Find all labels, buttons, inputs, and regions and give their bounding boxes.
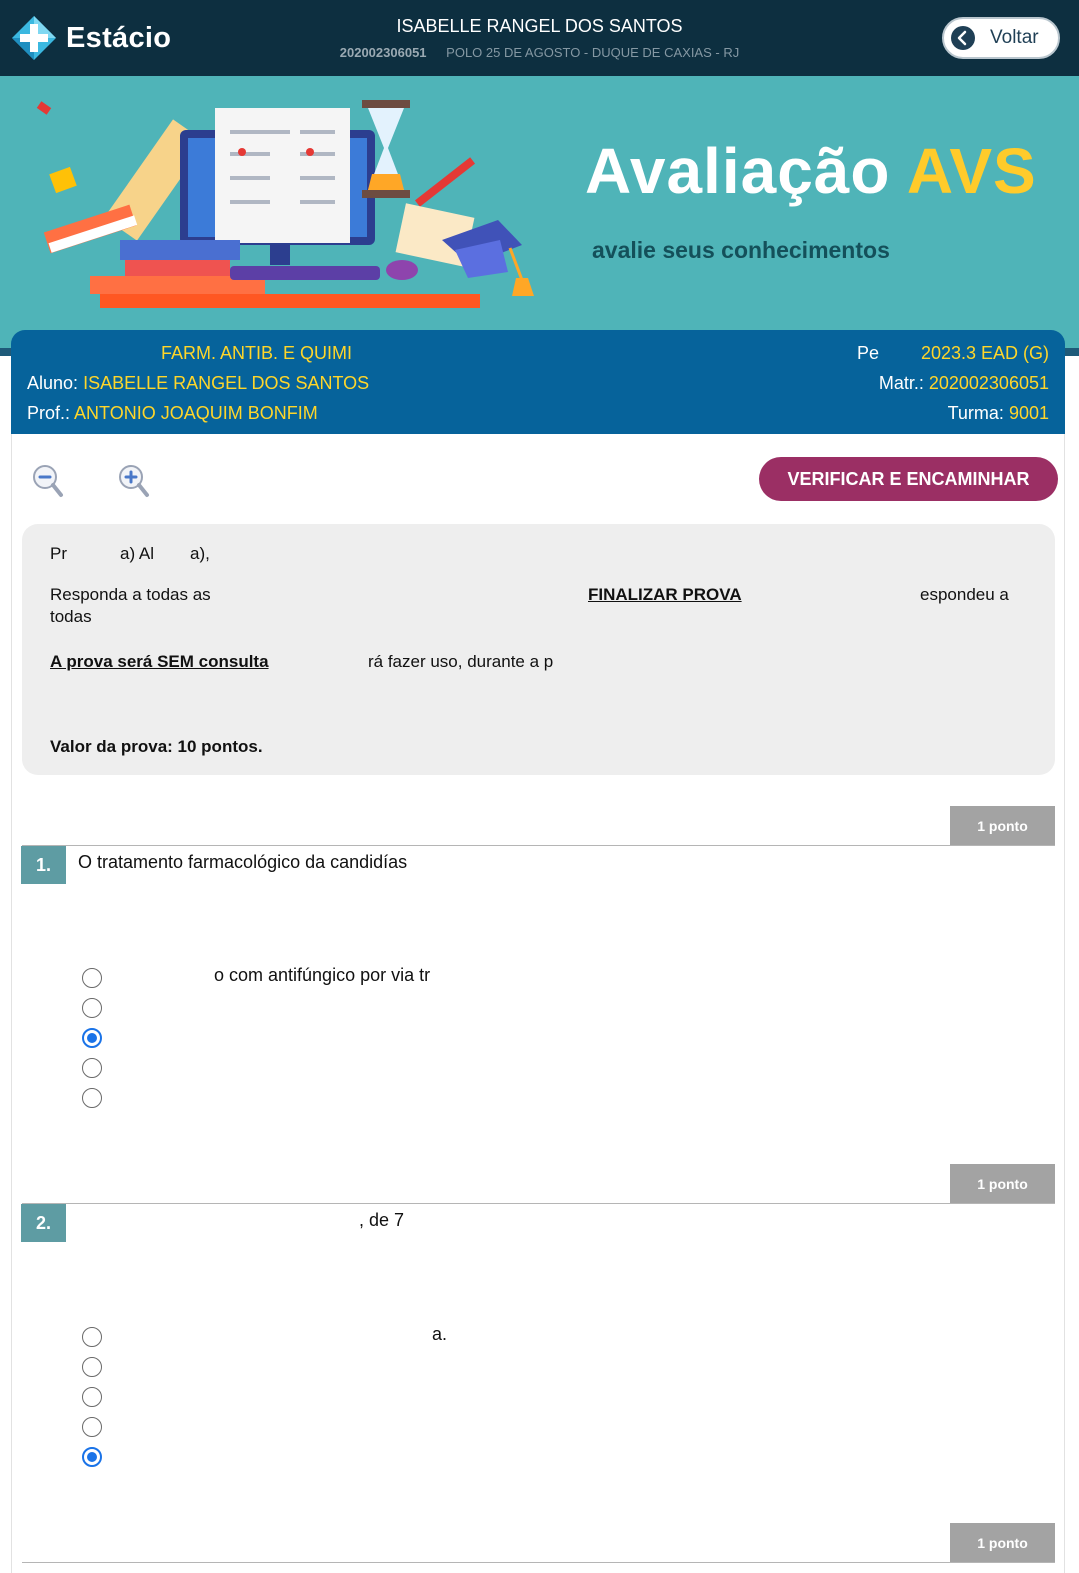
top-bar	[0, 0, 1079, 76]
instr-finalizar-prova: FINALIZAR PROVA	[588, 585, 742, 604]
question-2-text: , de 7	[359, 1210, 405, 1230]
banner-title-main: Avaliação	[585, 135, 891, 207]
matr-label: Matr.:	[878, 373, 924, 393]
periodo-label: Pe	[857, 343, 880, 363]
question-1-option-b[interactable]	[82, 998, 102, 1018]
question-2-divider	[22, 1203, 1055, 1204]
instr-line2-c: espondeu a	[920, 585, 1009, 604]
question-1-divider	[22, 845, 1055, 846]
question-1-text: O tratamento farmacológico da candidías	[78, 852, 408, 872]
aluno-value: ISABELLE RANGEL DOS SANTOS	[83, 373, 370, 393]
question-2-option-a[interactable]	[82, 1327, 102, 1347]
student-matricula: 202002306051	[339, 45, 427, 60]
question-2-option-e[interactable]	[82, 1447, 102, 1467]
question-1-option-a-text: o com antifúngico por via tr	[214, 965, 431, 985]
question-1-option-a[interactable]	[82, 968, 102, 988]
question-2-option-c[interactable]	[82, 1387, 102, 1407]
back-button[interactable]	[942, 17, 1060, 59]
student-subinfo	[0, 45, 1079, 60]
banner-title-accent: AVS	[906, 135, 1037, 207]
question-1-points: 1 ponto	[950, 806, 1055, 845]
student-line	[27, 373, 369, 394]
instr-line2-d: todas	[50, 607, 92, 626]
instr-line1-b: a) Al	[120, 544, 155, 563]
instr-line1-c: a),	[190, 544, 210, 563]
prof-value: ANTONIO JOAQUIM BONFIM	[74, 403, 318, 423]
instr-line1-a: Pr	[50, 544, 67, 563]
periodo-value: 2023.3 EAD (G)	[920, 343, 1049, 363]
turma-value: 9001	[1008, 403, 1049, 423]
turma-label: Turma:	[947, 403, 1004, 423]
professor-line	[27, 403, 318, 424]
question-1-option-c[interactable]	[82, 1028, 102, 1048]
matricula-line	[879, 373, 1049, 394]
banner-title	[585, 134, 1037, 208]
prof-label: Prof.:	[27, 403, 71, 423]
instr-sem-consulta: A prova será SEM consulta	[50, 652, 269, 671]
brand-name: Estácio	[66, 21, 172, 54]
instructions-box	[22, 524, 1055, 775]
instr-line2-a: Responda a todas as	[50, 585, 211, 604]
discipline-name: FARM. ANTIB. E QUIMI	[161, 343, 353, 363]
banner-subtitle: avalie seus conhecimentos	[592, 237, 890, 263]
back-button-label: Voltar	[990, 27, 1039, 48]
zoom-out-icon[interactable]	[32, 464, 64, 498]
exam-value-text: Valor da prova: 10 pontos.	[50, 737, 263, 756]
question-3-points: 1 ponto	[950, 1523, 1055, 1562]
question-1-option-d[interactable]	[82, 1058, 102, 1078]
instr-line3-b: rá fazer uso, durante a p	[368, 652, 554, 671]
question-2-option-d[interactable]	[82, 1417, 102, 1437]
matr-value: 202002306051	[928, 373, 1049, 393]
question-2-option-a-text: a.	[432, 1324, 448, 1344]
question-2-number: 2.	[21, 1204, 66, 1242]
exam-info-bar	[11, 330, 1065, 434]
aluno-label: Aluno:	[27, 373, 79, 393]
question-3-divider	[22, 1562, 1055, 1563]
question-1-option-e[interactable]	[82, 1088, 102, 1108]
chevron-left-circle-icon	[950, 25, 976, 51]
zoom-in-icon[interactable]	[118, 464, 150, 498]
student-name-header: ISABELLE RANGEL DOS SANTOS	[396, 16, 683, 36]
exam-illustration-image	[30, 90, 550, 315]
student-polo: POLO 25 DE AGOSTO - DUQUE DE CAXIAS - RJ	[446, 45, 740, 60]
verify-and-submit-button[interactable]: VERIFICAR E ENCAMINHAR	[759, 457, 1058, 501]
question-1-number: 1.	[21, 846, 66, 884]
question-2-points: 1 ponto	[950, 1164, 1055, 1203]
turma-line	[948, 403, 1049, 424]
question-2-option-b[interactable]	[82, 1357, 102, 1377]
